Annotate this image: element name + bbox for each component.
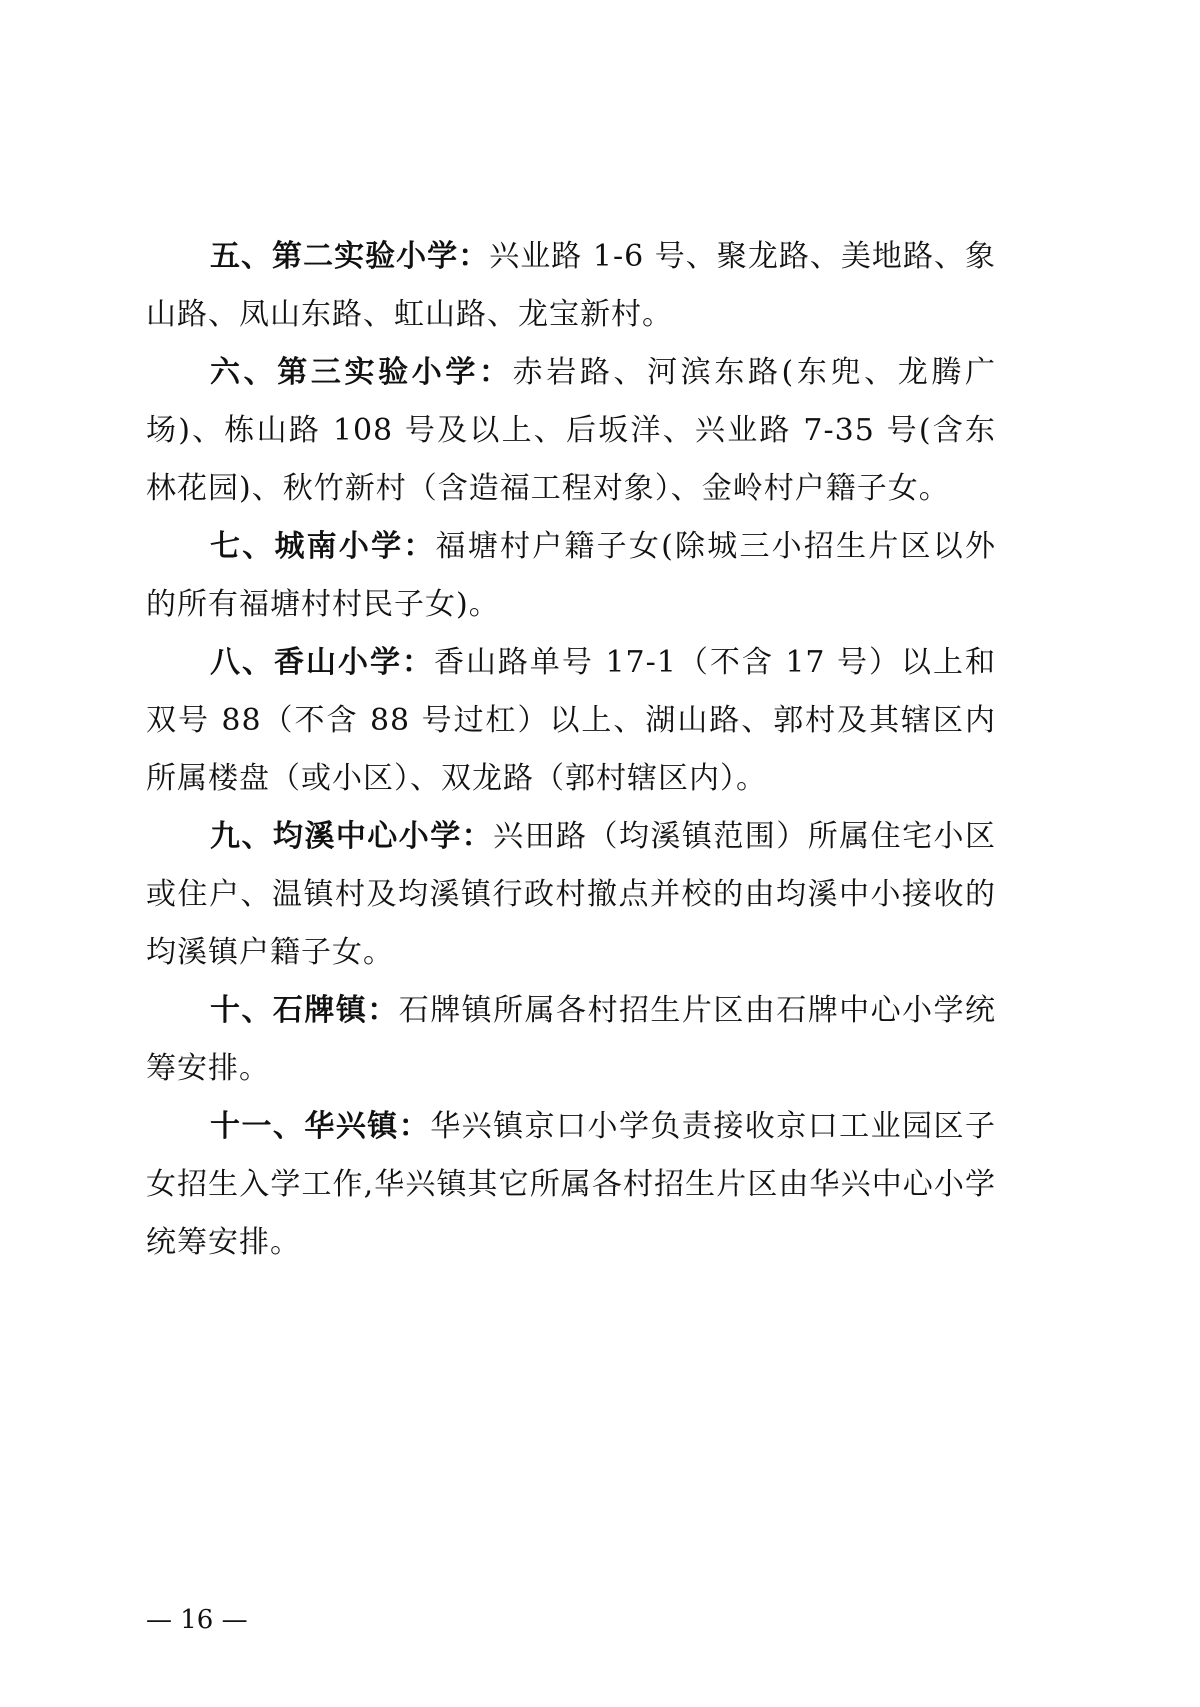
paragraph-school-6 [146, 344, 996, 518]
paragraph-text: 石牌镇所属各村招生片区由石牌中心小学统筹安排。 [146, 993, 996, 1086]
paragraph-text: 兴田路（均溪镇范围）所属住宅小区或住户、温镇村及均溪镇行政村撤点并校的由均溪中小接收的均溪镇户籍子女。 [146, 819, 996, 970]
paragraph-heading: 五、第二实验小学： [210, 239, 490, 274]
paragraph-heading: 八、香山小学： [210, 645, 434, 680]
paragraph-heading: 十、石牌镇： [210, 993, 399, 1028]
paragraph-heading: 十一、华兴镇： [210, 1109, 431, 1144]
document-body [146, 228, 996, 1272]
paragraph-heading: 九、均溪中心小学： [210, 819, 494, 854]
paragraph-school-7 [146, 518, 996, 634]
paragraph-text: 兴业路 1-6 号、聚龙路、美地路、象山路、凤山东路、虹山路、龙宝新村。 [146, 239, 996, 332]
paragraph-text: 赤岩路、河滨东路(东兜、龙腾广场)、栋山路 108 号及以上、后坂洋、兴业路 7-35 号(含东林花园)、秋竹新村（含造福工程对象）、金岭村户籍子女。 [146, 355, 996, 506]
paragraph-town-11 [146, 1098, 996, 1272]
paragraph-heading: 六、第三实验小学： [210, 355, 513, 390]
page-number: — 16 — [146, 1605, 248, 1635]
paragraph-heading: 七、城南小学： [210, 529, 436, 564]
paragraph-text: 福塘村户籍子女(除城三小招生片区以外的所有福塘村村民子女)。 [146, 529, 996, 622]
paragraph-text: 香山路单号 17-1（不含 17 号）以上和双号 88（不含 88 号过杠）以上、湖山路、郭村及其辖区内所属楼盘（或小区）、双龙路（郭村辖区内）。 [146, 645, 997, 796]
paragraph-town-10 [146, 982, 996, 1098]
paragraph-school-8 [146, 634, 996, 808]
paragraph-text: 华兴镇京口小学负责接收京口工业园区子女招生入学工作,华兴镇其它所属各村招生片区由华兴中心小学统筹安排。 [146, 1109, 997, 1260]
paragraph-school-5 [146, 228, 996, 344]
paragraph-school-9 [146, 808, 996, 982]
